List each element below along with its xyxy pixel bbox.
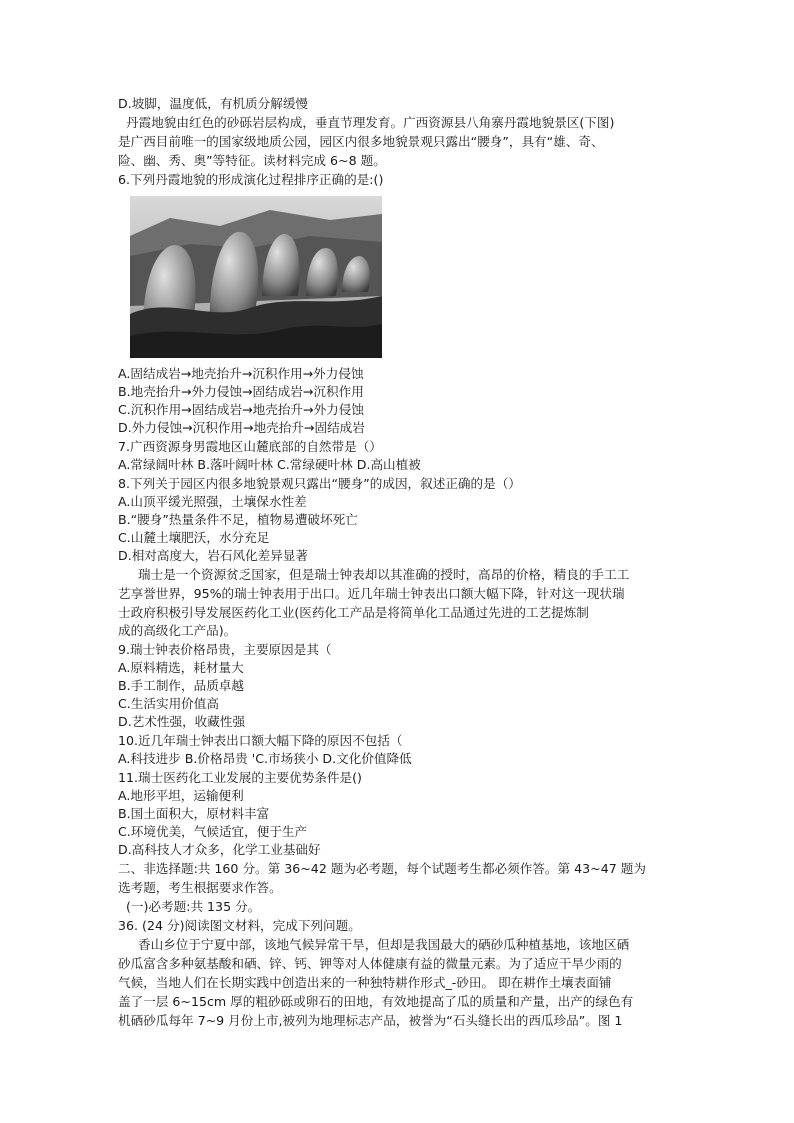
- question-7: 7.广西资源身男霞地区山麓底部的自然带是（）: [118, 439, 382, 454]
- q36-material-line-4: 盖了一层 6~15cm 厚的粗砂砾或卵石的田地，有效地提高了瓜的质量和产量，出产的绿色有: [118, 994, 634, 1009]
- option-11a: A.地形平坦，运输便利: [118, 788, 244, 803]
- danxia-landform-photo: [130, 196, 382, 358]
- option-11b: B.国土面积大，原材料丰富: [118, 806, 270, 821]
- option-8c: C.山麓土壤肥沃，水分充足: [118, 530, 270, 545]
- option-9a: A.原料精选，耗材量大: [118, 660, 244, 675]
- question-8: 8.下列关于园区内很多地貌景观只露出“腰身”的成因，叙述正确的是（）: [118, 476, 521, 491]
- question-10: 10.近几年瑞士钟表出口额大幅下降的原因不包括（: [118, 733, 403, 748]
- q36-material-line-5: 机硒砂瓜每年 7~9 月份上市,被列为地理标志产品，被誉为“石头缝长出的西瓜珍品”。图 1: [118, 1013, 623, 1028]
- danxia-photo-drawing: [130, 196, 382, 358]
- option-8a: A.山顶平缓光照强，土壤保水性差: [118, 494, 307, 509]
- q36-material-line-2: 砂瓜富含多种氨基酸和硒、锌、钙、钾等对人体健康有益的微量元素。为了适应干旱少雨的: [118, 956, 622, 971]
- option-9b: B.手工制作，品质卓越: [118, 678, 244, 693]
- danxia-intro-line-3: 险、幽、秀、奥”等特征。读材料完成 6~8 题。: [118, 153, 386, 168]
- option-8d: D.相对高度大，岩石风化差异显著: [118, 548, 309, 563]
- question-11: 11.瑞士医药化工业发展的主要优势条件是(): [118, 770, 362, 785]
- question-36: 36. (24 分)阅读图文材料，完成下列问题。: [118, 918, 361, 933]
- swiss-intro-line-2: 艺享誉世界，95%的瑞士钟表用于出口。近几年瑞士钟表出口额大幅下降，针对这一现状瑞: [118, 586, 625, 601]
- option-6d: D.外力侵蚀→沉积作用→地壳抬升→固结成岩: [118, 420, 365, 435]
- option-5d: D.坡脚，温度低，有机质分解缓慢: [118, 96, 309, 111]
- option-8b: B.“腰身”热量条件不足，植物易遭破坏死亡: [118, 512, 358, 527]
- swiss-intro-line-3: 士政府积极引导发展医药化工业(医药化工产品是将简单化工品通过先进的工艺提炼制: [118, 605, 589, 620]
- option-11d: D.高科技人才众多，化学工业基础好: [118, 842, 321, 857]
- options-7: A.常绿阔叶林 B.落叶阔叶林 C.常绿硬叶林 D.高山植被: [118, 457, 421, 472]
- option-6c: C.沉积作用→固结成岩→地壳抬升→外力侵蚀: [118, 402, 364, 417]
- swiss-intro-line-4: 成的高级化工产品)。: [118, 623, 237, 638]
- option-11c: C.环境优美，气候适宜，便于生产: [118, 824, 308, 839]
- option-6b: B.地壳抬升→外力侵蚀→固结成岩→沉积作用: [118, 384, 364, 399]
- section-2-heading-line-1: 二、非选择题:共 160 分。第 36~42 题为必考题，每个试题考生都必须作答。第 43~47 题为: [118, 861, 646, 876]
- q36-material-line-3: 气候，当地人们在长期实践中创造出来的一种独特耕作形式_-砂田。 即在耕作土壤表面铺: [118, 975, 612, 990]
- question-6: 6.下列丹霞地貌的形成演化过程排序正确的是:(): [118, 172, 384, 187]
- question-9: 9.瑞士钟表价格昂贵，主要原因是其（: [118, 642, 332, 657]
- option-6a: A.固结成岩→地壳抬升→沉积作用→外力侵蚀: [118, 366, 364, 381]
- q36-material-line-1: 香山乡位于宁夏中部，该地气候异常干旱，但却是我国最大的硒砂瓜种植基地，该地区硒: [138, 937, 630, 952]
- swiss-intro-line-1: 瑞士是一个资源贫乏国家，但是瑞士钟表却以其准确的授时，高昂的价格，精良的手工工: [138, 567, 630, 582]
- section-2-heading-line-2: 选考题，考生根据要求作答。: [118, 880, 282, 895]
- option-9c: C.生活实用价值高: [118, 696, 219, 711]
- options-10: A.科技进步 B.价格昂贵 'C.市场狭小 D.文化价值降低: [118, 751, 412, 766]
- required-questions-heading: (一)必考题:共 135 分。: [126, 899, 261, 914]
- danxia-intro-line-2: 是广西目前唯一的国家级地质公园，园区内很多地貌景观只露出“腰身”，具有“雄、奇、: [118, 134, 604, 149]
- danxia-intro-line-1: 丹霞地貌由红色的砂砾岩层构成，垂直节理发育。广西资源县八角寨丹霞地貌景区(下图): [126, 115, 615, 130]
- option-9d: D.艺术性强，收藏性强: [118, 714, 246, 729]
